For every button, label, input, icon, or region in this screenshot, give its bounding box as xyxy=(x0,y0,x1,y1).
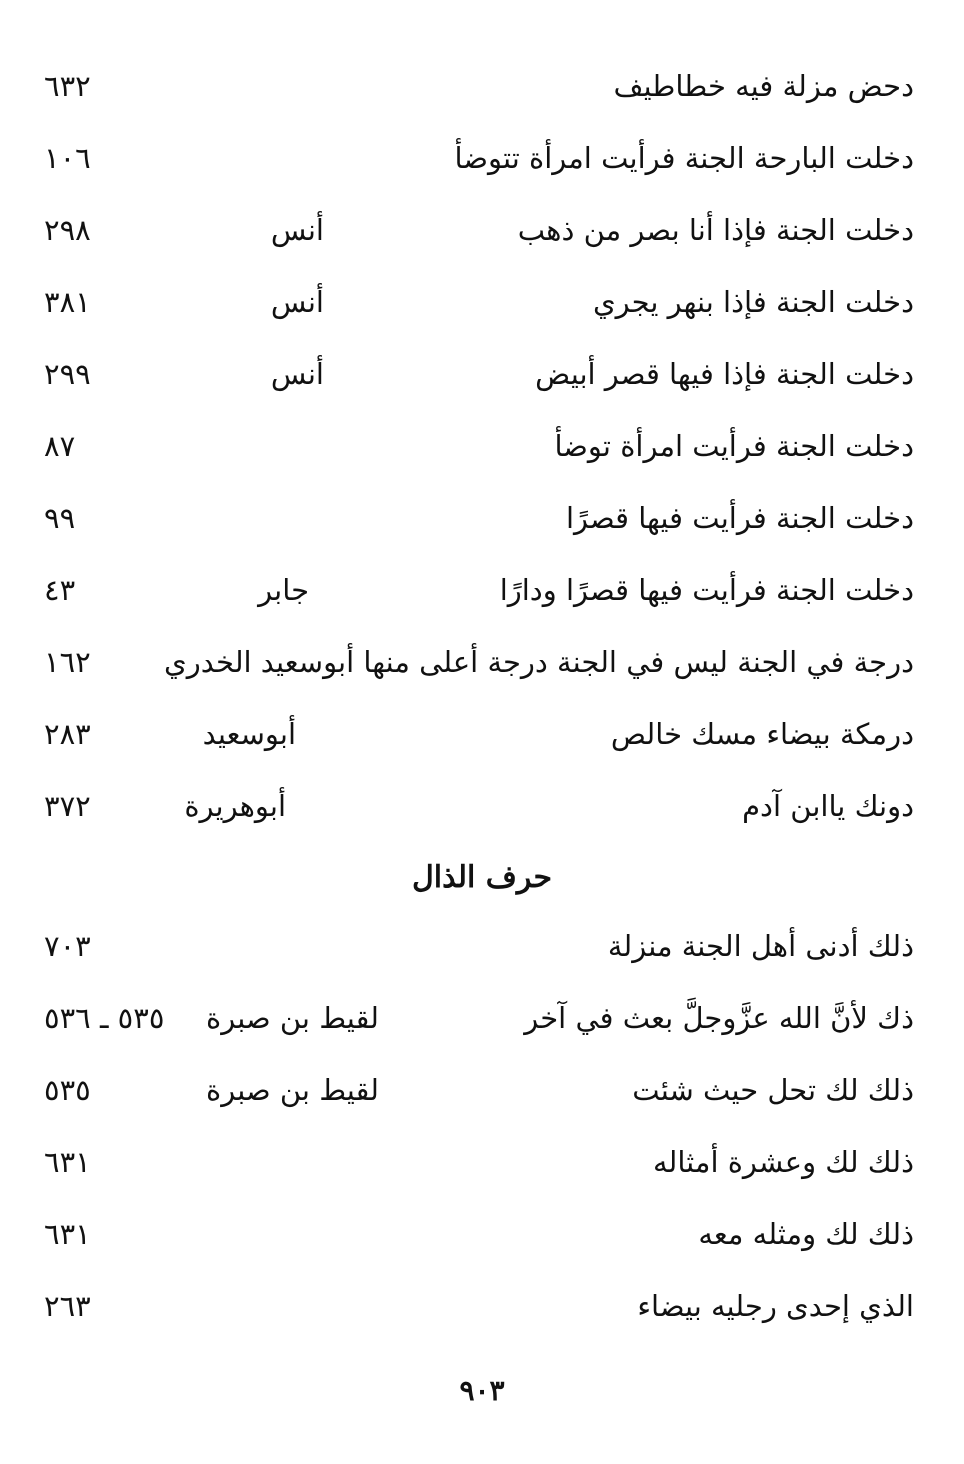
hadith-text: دخلت الجنة فإذا أنا بصر من ذهب xyxy=(517,213,914,247)
page-reference: ٦٣١ xyxy=(44,1217,91,1251)
narrator: أنس xyxy=(270,213,324,247)
narrator: لقيط بن صبرة xyxy=(206,1073,379,1107)
section-heading: حرف الذال xyxy=(412,860,552,895)
page-reference: ٥٣٥ xyxy=(44,1073,91,1107)
index-entry xyxy=(0,1206,964,1262)
page-reference: ٨٧ xyxy=(44,429,76,463)
index-entry xyxy=(0,562,964,618)
narrator: أنس xyxy=(270,357,324,391)
index-entry xyxy=(0,418,964,474)
hadith-text: دخلت الجنة فرأيت امرأة توضأ xyxy=(554,429,914,463)
page-reference: ٦٣١ xyxy=(44,1145,91,1179)
page-reference: ١٦٢ xyxy=(44,645,91,679)
hadith-text: دخلت الجنة فرأيت فيها قصرًا xyxy=(565,501,914,535)
index-entry xyxy=(0,490,964,546)
page-number: ٩٠٣ xyxy=(459,1374,505,1407)
page-reference: ٢٩٩ xyxy=(44,357,91,391)
hadith-text: درمكة بيضاء مسك خالص xyxy=(610,717,914,751)
page-reference: ٢٩٨ xyxy=(44,213,91,247)
narrator: جابر xyxy=(258,573,309,607)
index-entry xyxy=(0,346,964,402)
index-entry xyxy=(0,130,964,186)
hadith-text: ذلك أدنى أهل الجنة منزلة xyxy=(607,929,914,963)
hadith-text: دخلت الجنة فإذا بنهر يجري xyxy=(592,285,914,319)
narrator: أنس xyxy=(270,285,324,319)
page-reference: ٥٣٥ ـ ٥٣٦ xyxy=(44,1001,165,1035)
hadith-text: ذلك لك ومثله معه xyxy=(698,1217,914,1251)
index-entry xyxy=(0,706,964,762)
hadith-text: درجة في الجنة ليس في الجنة درجة أعلى منها أبوسعيد الخدري xyxy=(164,645,914,679)
page-reference: ٤٣ xyxy=(44,573,76,607)
page-reference: ١٠٦ xyxy=(44,141,91,175)
hadith-text: دحض مزلة فيه خطاطيف xyxy=(613,69,914,103)
page-reference: ٢٨٣ xyxy=(44,717,91,751)
page-reference: ٩٩ xyxy=(44,501,76,535)
hadith-text: ذلك لك وعشرة أمثاله xyxy=(652,1145,914,1179)
narrator: لقيط بن صبرة xyxy=(206,1001,379,1035)
index-entry xyxy=(0,1134,964,1190)
index-entry xyxy=(0,1062,964,1118)
hadith-text: ذك لأنَّ الله عزَّوجلَّ بعث في آخر xyxy=(524,1001,914,1035)
hadith-text: دونك ياابن آدم xyxy=(742,789,914,823)
index-entry xyxy=(0,634,964,690)
page-reference: ٣٧٢ xyxy=(44,789,91,823)
hadith-text: دخلت الجنة فرأيت فيها قصرًا ودارًا xyxy=(499,573,914,607)
hadith-text: دخلت الجنة فإذا فيها قصر أبيض xyxy=(535,357,914,391)
index-entry xyxy=(0,778,964,834)
page-reference: ٢٦٣ xyxy=(44,1289,91,1323)
narrator: أبوسعيد xyxy=(202,717,296,751)
hadith-text: الذي إحدى رجليه بيضاء xyxy=(637,1289,914,1323)
hadith-text: ذلك لك تحل حيث شئت xyxy=(632,1073,914,1107)
page-reference: ٣٨١ xyxy=(44,285,91,319)
index-entry xyxy=(0,990,964,1046)
index-entry xyxy=(0,918,964,974)
hadith-text: دخلت البارحة الجنة فرأيت امرأة تتوضأ xyxy=(454,141,914,175)
narrator: أبوهريرة xyxy=(184,789,286,823)
index-entry xyxy=(0,1278,964,1334)
index-entry xyxy=(0,202,964,258)
page-reference: ٦٣٢ xyxy=(44,69,91,103)
page-reference: ٧٠٣ xyxy=(44,929,91,963)
index-entry xyxy=(0,274,964,330)
index-entry xyxy=(0,58,964,114)
